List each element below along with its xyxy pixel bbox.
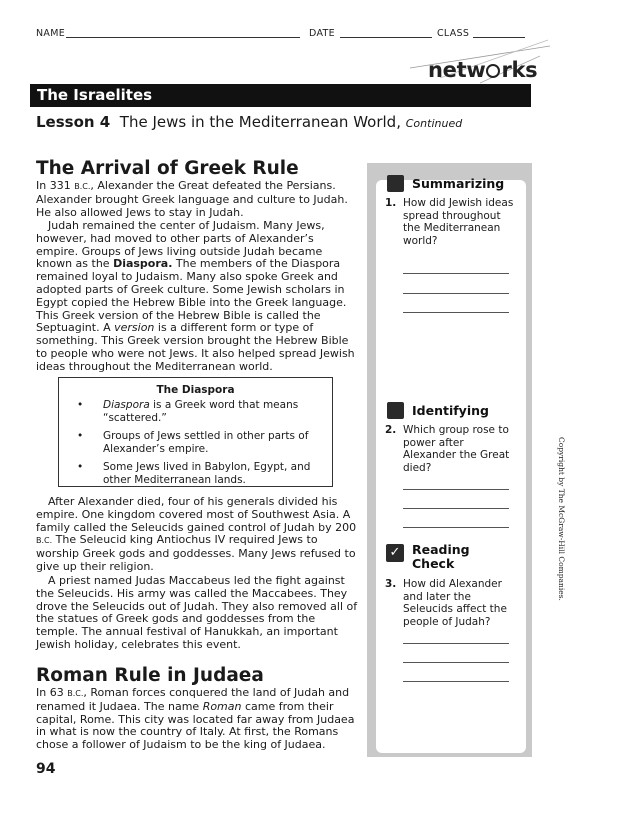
answer-line[interactable] [403, 489, 509, 490]
networks-logo: netw rks [428, 58, 538, 82]
question-1: 1. How did Jewish ideas spread throughout the Mediterranean world? [385, 197, 514, 247]
answer-line[interactable] [403, 312, 509, 313]
identifying-icon [387, 402, 404, 419]
class-line [473, 27, 525, 38]
name-label: NAME [36, 28, 66, 39]
section-heading-roman-rule: Roman Rule in Judaea [36, 665, 264, 686]
answer-line[interactable] [403, 508, 509, 509]
paragraph-3: After Alexander died, four of his generals divided his empire. One kingdom covered most of Southwest Asia. A family called the Seleucids gained control of Judah by 200 B.C. The Seleucid king Antiochus IV required Jews to worship Greek gods and goddesses. Many Jews refused to give up their religion. [36, 495, 357, 573]
answer-line[interactable] [403, 662, 509, 663]
answer-line[interactable] [403, 681, 509, 682]
lesson-title: Lesson 4 The Jews in the Mediterranean World, Continued [36, 113, 463, 131]
chapter-banner: The Israelites [30, 84, 531, 107]
reading-check-heading: Reading Check [412, 542, 470, 571]
checkmark-icon: ✓ [386, 544, 404, 562]
answer-line[interactable] [403, 527, 509, 528]
list-item: • Diaspora is a Greek word that means “scattered.” [77, 399, 299, 424]
copyright-notice: Copyright by The McGraw-Hill Companies. [557, 437, 566, 601]
class-label: CLASS [437, 28, 470, 39]
paragraph-5: In 63 B.C., Roman forces conquered the land of Judah and renamed it Judaea. The name Roman came from their capital, Rome. This city was located far away from Judaea in what is now the country of Italy. At first, the Romans chose a follower of Judaism to be the king of Judaea. [36, 686, 355, 752]
date-line [340, 27, 432, 38]
diaspora-list [59, 399, 332, 486]
answer-line[interactable] [403, 273, 509, 274]
diaspora-box-title: The Diaspora [156, 384, 235, 396]
page-number: 94 [36, 761, 56, 777]
paragraph-2: Judah remained the center of Judaism. Many Jews, however, had moved to other parts of Alexander’s empire. Groups of Jews living outside Judah became known as the Diaspora. The members of the Diaspora remained loyal to Judaism. Many also spoke Greek and adopted parts of Greek culture. Some Jewish scholars in Egypt copied the Hebrew Bible into the Greek language. This Greek version of the Hebrew Bible is called the Septuagint. A version is a different form or type of something. This Greek version brought the Hebrew Bible to people who were not Jews. It also helped spread Jewish ideas throughout the Mediterranean world. [36, 219, 355, 373]
list-item: • Some Jews lived in Babylon, Egypt, and other Mediterranean lands. [77, 461, 311, 486]
identifying-heading: Identifying [412, 403, 489, 418]
summarizing-icon [387, 175, 404, 192]
name-line [66, 27, 300, 38]
paragraph-1: In 331 B.C., Alexander the Great defeated the Persians. Alexander brought Greek language and culture to Judah. He also allowed Jews to stay in Judah. [36, 179, 348, 219]
globe-icon [486, 64, 500, 78]
diaspora-box [58, 377, 333, 487]
list-item: • Groups of Jews settled in other parts of Alexander’s empire. [77, 430, 309, 455]
date-label: DATE [309, 28, 335, 39]
summarizing-heading: Summarizing [412, 176, 505, 191]
answer-line[interactable] [403, 293, 509, 294]
section-heading-greek-rule: The Arrival of Greek Rule [36, 158, 299, 179]
answer-line[interactable] [403, 643, 509, 644]
paragraph-4: A priest named Judas Maccabeus led the fight against the Seleucids. His army was called the Maccabees. They drove the Seleucids out of Judah. They also removed all of the statues of Greek gods and goddesses from the temple. The annual festival of Hanukkah, an important Jewish holiday, celebrates this event. [36, 574, 358, 651]
question-2: 2. Which group rose to power after Alexander the Great died? [385, 424, 510, 474]
question-3: 3. How did Alexander and later the Seleucids affect the people of Judah? [385, 578, 507, 628]
